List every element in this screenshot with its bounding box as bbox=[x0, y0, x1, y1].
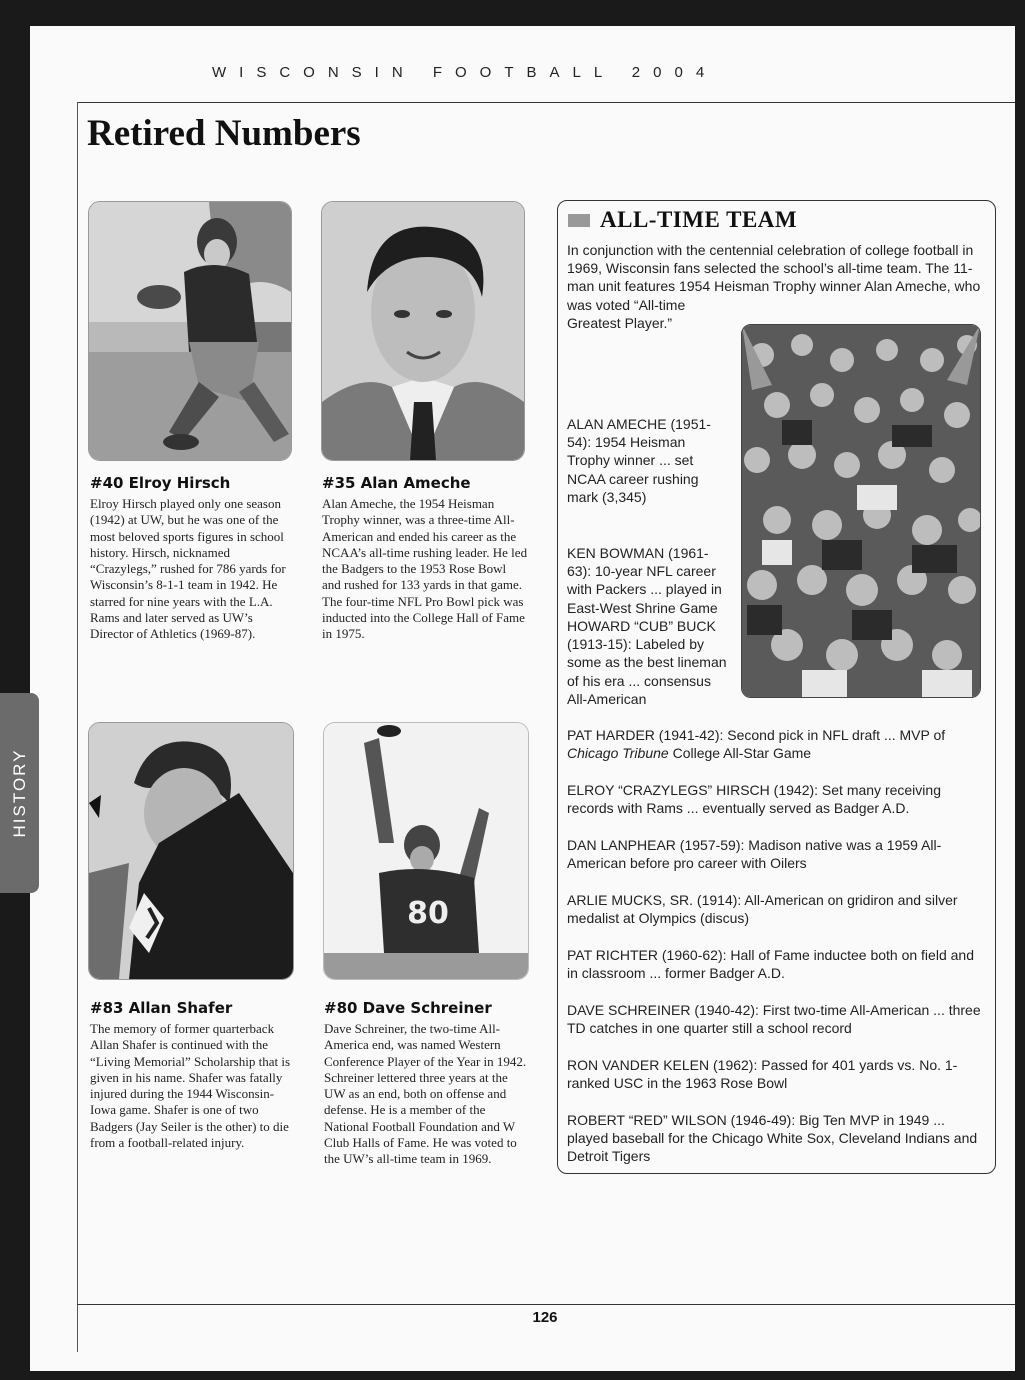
schreiner-jersey-number: 80 bbox=[407, 896, 449, 931]
team-member-hirsch: ELROY “CRAZYLEGS” HIRSCH (1942): Set many receiving records with Rams ... eventually served as Badger A.D. bbox=[567, 782, 941, 817]
team-member-harder: PAT HARDER (1941-42): Second pick in NFL draft ... MVP of Chicago Tribune College All-Star Game bbox=[567, 727, 946, 762]
all-time-team-heading bbox=[568, 207, 797, 233]
ameche-name: #35 Alan Ameche bbox=[322, 474, 471, 492]
team-member-richter: PAT RICHTER (1960-62): Hall of Fame inductee both on field and in classroom ... former Badger A.D. bbox=[567, 947, 974, 982]
running-header: WISCONSIN FOOTBALL 2004 bbox=[212, 64, 718, 81]
header-rule bbox=[77, 102, 1015, 103]
team-intro-top: In conjunction with the centennial celebration of college football in 1969, Wisconsin fans selected the school’s all-time team. The 11-man unit features 1954 Heisman Trophy winner Alan Ameche, who bbox=[567, 242, 981, 295]
team-member-vander-kelen: RON VANDER KELEN (1962): Passed for 401 yards vs. No. 1-ranked USC in the 1963 Rose Bowl bbox=[567, 1057, 958, 1092]
all-time-team-title: ALL-TIME TEAM bbox=[600, 207, 798, 232]
footer-rule bbox=[77, 1304, 1015, 1305]
schreiner-bio: Dave Schreiner, the two-time All-America end, was named Western Conference Player of the Year in 1942. Schreiner lettered three years at the UW as an end, both on offense and defense. He is a member of the National Football Foundation and W Club Halls of Fame. He was voted to the UW’s all-time team in 1969. bbox=[324, 1021, 527, 1167]
shafer-photo bbox=[88, 722, 294, 980]
shafer-bio: The memory of former quarterback Allan Shafer is continued with the “Living Memorial” Scholarship that is given in his name. Shafer was fatally injured during the 1944 Wisconsin-Iowa game. Shafer is one of two Badgers (Jay Seiler is the other) to die from a football-related injury. bbox=[90, 1021, 291, 1151]
history-section-tab bbox=[0, 693, 39, 893]
team-member-wilson: ROBERT “RED” WILSON (1946-49): Big Ten MVP in 1949 ... played baseball for the Chicago White Sox, Cleveland Indians and Detroit Tigers bbox=[567, 1112, 978, 1165]
heading-marker bbox=[568, 214, 590, 227]
team-member-ameche: ALAN AMECHE (1951-54): 1954 Heisman Trophy winner ... set NCAA career rushing mark (3,345) bbox=[567, 416, 711, 505]
all-time-team-box bbox=[557, 200, 996, 1174]
ameche-photo bbox=[321, 201, 525, 461]
ameche-bio: Alan Ameche, the 1954 Heisman Trophy winner, was a three-time All-American and ended his career as the NCAA’s all-time rushing leader. He led the Badgers to the 1953 Rose Bowl and rushed for 133 yards in that game. The four-time NFL Pro Bowl pick was inducted into the College Hall of Fame in 1975. bbox=[322, 496, 528, 642]
team-member-buck: HOWARD “CUB” BUCK (1913-15): Labeled by some as the best lineman of his era ... consensus All-American bbox=[567, 618, 727, 707]
page-title: Retired Numbers bbox=[87, 113, 361, 154]
team-member-schreiner: DAVE SCHREINER (1940-42): First two-time All-American ... three TD catches in one quarter still a school record bbox=[567, 1002, 981, 1037]
team-member-lanphear: DAN LANPHEAR (1957-59): Madison native was a 1959 All-American before pro career with Oilers bbox=[567, 837, 942, 872]
shafer-name: #83 Allan Shafer bbox=[90, 999, 233, 1017]
schreiner-photo bbox=[323, 722, 529, 980]
page bbox=[30, 26, 1015, 1371]
history-tab-label: HISTORY bbox=[10, 748, 29, 838]
team-member-bowman: KEN BOWMAN (1961-63): 10-year NFL career with Packers ... played in East-West Shrine Game bbox=[567, 545, 722, 616]
left-margin-rule bbox=[77, 102, 78, 1352]
page-number: 126 bbox=[532, 1309, 558, 1326]
team-member-mucks: ARLIE MUCKS, SR. (1914): All-American on gridiron and silver medalist at Olympics (discus) bbox=[567, 892, 958, 927]
hirsch-name: #40 Elroy Hirsch bbox=[90, 474, 231, 492]
hirsch-photo bbox=[88, 201, 292, 461]
fans-crowd-photo bbox=[741, 324, 981, 698]
hirsch-bio: Elroy Hirsch played only one season (1942) at UW, but he was one of the most beloved sports figures in school history. Hirsch, nicknamed “Crazylegs,” rushed for 786 yards for Wisconsin’s 8-1-1 team in 1942. He starred for nine years with the L.A. Rams and later served as UW’s Director of Athletics (1969-87). bbox=[90, 496, 286, 642]
team-intro: was voted “All-time Greatest Player.” bbox=[567, 297, 686, 332]
schreiner-name: #80 Dave Schreiner bbox=[324, 999, 492, 1017]
